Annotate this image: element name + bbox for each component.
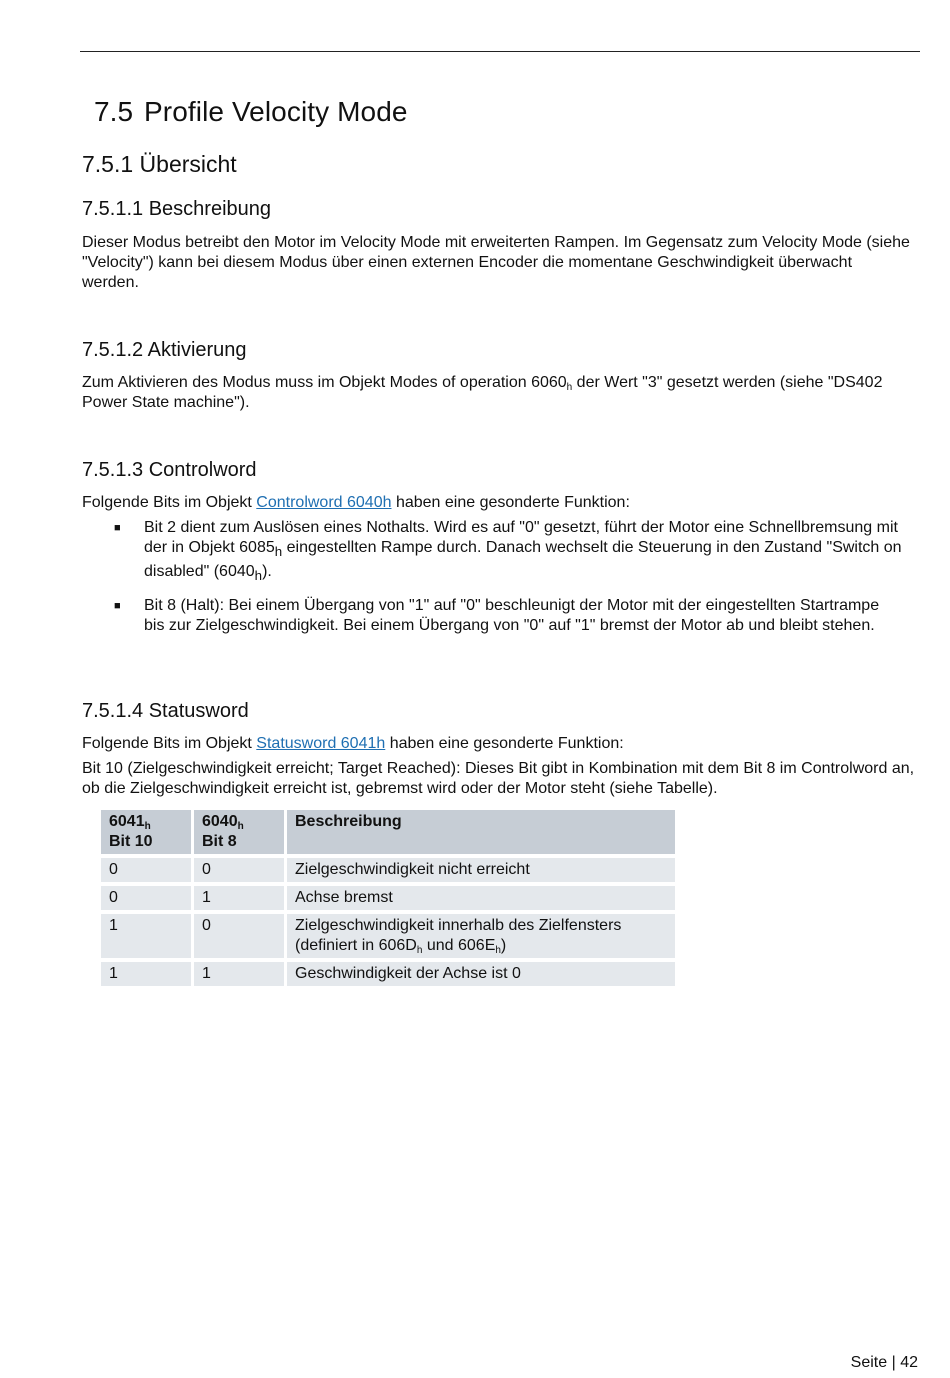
controlword-link[interactable]: Controlword 6040h bbox=[256, 494, 392, 511]
statusword-link[interactable]: Statusword 6041h bbox=[256, 735, 386, 752]
cell-description: Geschwindigkeit der Achse ist 0 bbox=[287, 962, 675, 986]
subscript-h: h bbox=[566, 382, 573, 393]
subscript-h: h bbox=[254, 568, 263, 584]
controlword-heading: 7.5.1.3 Controlword bbox=[82, 459, 257, 481]
statusword-bit10-text: Bit 10 (Zielgeschwindigkeit erreicht; Target Reached): Dieses Bit gibt in Kombination mit dem Bit 8 im Controlword an, ob die Zielgeschwindigkeit erreicht ist, gebremst wird oder der Motor steht (siehe Tabelle). bbox=[82, 760, 915, 797]
header-rule bbox=[80, 51, 920, 52]
subscript-h: h bbox=[416, 945, 423, 956]
cell-bit8: 0 bbox=[194, 914, 284, 958]
statusword-intro-text: haben eine gesonderte Funktion: bbox=[385, 735, 624, 752]
header-object: 6041 bbox=[109, 813, 145, 830]
bullet-text: ). bbox=[262, 563, 272, 581]
description-line: (definiert in 606D bbox=[295, 937, 417, 954]
table-row bbox=[101, 962, 675, 986]
subscript-h: h bbox=[237, 821, 244, 832]
description-line: Zielgeschwindigkeit innerhalb des Zielfensters bbox=[295, 917, 622, 934]
cell-bit8: 1 bbox=[194, 886, 284, 910]
table-row bbox=[101, 886, 675, 910]
footer-separator: | bbox=[891, 1354, 896, 1371]
page-footer bbox=[851, 1354, 918, 1372]
table-row bbox=[101, 858, 675, 882]
section-title bbox=[94, 96, 408, 128]
aktivierung-text bbox=[82, 373, 912, 413]
subscript-h: h bbox=[495, 945, 501, 956]
subscript-h: h bbox=[144, 821, 151, 832]
statusword-intro bbox=[82, 734, 912, 754]
bullet-text: Bit 8 (Halt): Bei einem Übergang von "1" auf "0" beschleunigt der Motor mit der eingestellten Startrampe bis zur Zielgeschwindigkeit. Bei einem Übergang von "0" auf "1" bremst der Motor ab und bleibt stehen. bbox=[144, 597, 880, 635]
section-title-text: Profile Velocity Mode bbox=[144, 96, 408, 127]
description-line: ) bbox=[500, 937, 507, 954]
table-row bbox=[101, 914, 675, 958]
statusword-intro-text: Folgende Bits im Objekt bbox=[82, 735, 257, 752]
cell-description: Zielgeschwindigkeit nicht erreicht bbox=[287, 858, 675, 882]
controlword-intro-text: Folgende Bits im Objekt bbox=[82, 494, 257, 511]
cell-description bbox=[287, 914, 675, 958]
aktivierung-heading: 7.5.1.2 Aktivierung bbox=[82, 339, 247, 361]
page-number: 42 bbox=[900, 1354, 918, 1371]
list-item bbox=[82, 518, 902, 586]
cell-bit10: 0 bbox=[101, 858, 191, 882]
cell-bit10: 1 bbox=[101, 914, 191, 958]
list-item bbox=[82, 596, 902, 636]
cell-bit8: 0 bbox=[194, 858, 284, 882]
controlword-bullet-list bbox=[82, 518, 902, 646]
subsection-title: 7.5.1 Übersicht bbox=[82, 151, 237, 177]
cell-bit8: 1 bbox=[194, 962, 284, 986]
aktivierung-text-part: Zum Aktivieren des Modus muss im Objekt Modes of operation 6060 bbox=[82, 374, 567, 391]
cell-bit10: 0 bbox=[101, 886, 191, 910]
header-cell-6041 bbox=[101, 810, 191, 854]
beschreibung-text: Dieser Modus betreibt den Motor im Velocity Mode mit erweiterten Rampen. Im Gegensatz zum Velocity Mode (siehe "Velocity") kann bei diesem Modus über einen externen Encoder die momentane Geschwindigkeit überwacht werden. bbox=[82, 234, 910, 291]
bullet-icon: ■ bbox=[114, 522, 121, 534]
statusword-heading: 7.5.1.4 Statusword bbox=[82, 700, 249, 722]
controlword-intro bbox=[82, 493, 912, 513]
table-header-row bbox=[101, 810, 675, 854]
header-cell-beschreibung: Beschreibung bbox=[287, 810, 675, 854]
description-line: und 606E bbox=[422, 937, 496, 954]
header-bit: Bit 8 bbox=[202, 833, 237, 850]
bullet-icon: ■ bbox=[114, 600, 121, 613]
header-cell-6040 bbox=[194, 810, 284, 854]
header-object: 6040 bbox=[202, 813, 238, 830]
aktivierung-text-part: der Wert "3" gesetzt werden (siehe "DS402 Power State machine"). bbox=[82, 374, 883, 411]
footer-label: Seite bbox=[850, 1354, 888, 1371]
bullet-text: Bit 2 dient zum Auslösen eines Nothalts. Wird es auf "0" gesetzt, führt der Motor eine Schnellbremsung mit der in Objekt 6085 bbox=[144, 519, 898, 556]
section-number: 7.5 bbox=[94, 96, 134, 127]
bullet-text: eingestellten Rampe durch. Danach wechselt die Steuerung in den Zustand "Switch on disabled" (6040 bbox=[144, 539, 902, 581]
cell-description: Achse bremst bbox=[287, 886, 675, 910]
header-bit: Bit 10 bbox=[109, 833, 153, 850]
subscript-h: h bbox=[274, 544, 283, 560]
status-table bbox=[98, 806, 678, 990]
cell-bit10: 1 bbox=[101, 962, 191, 986]
controlword-intro-text: haben eine gesonderte Funktion: bbox=[391, 494, 630, 511]
beschreibung-heading: 7.5.1.1 Beschreibung bbox=[82, 198, 272, 220]
